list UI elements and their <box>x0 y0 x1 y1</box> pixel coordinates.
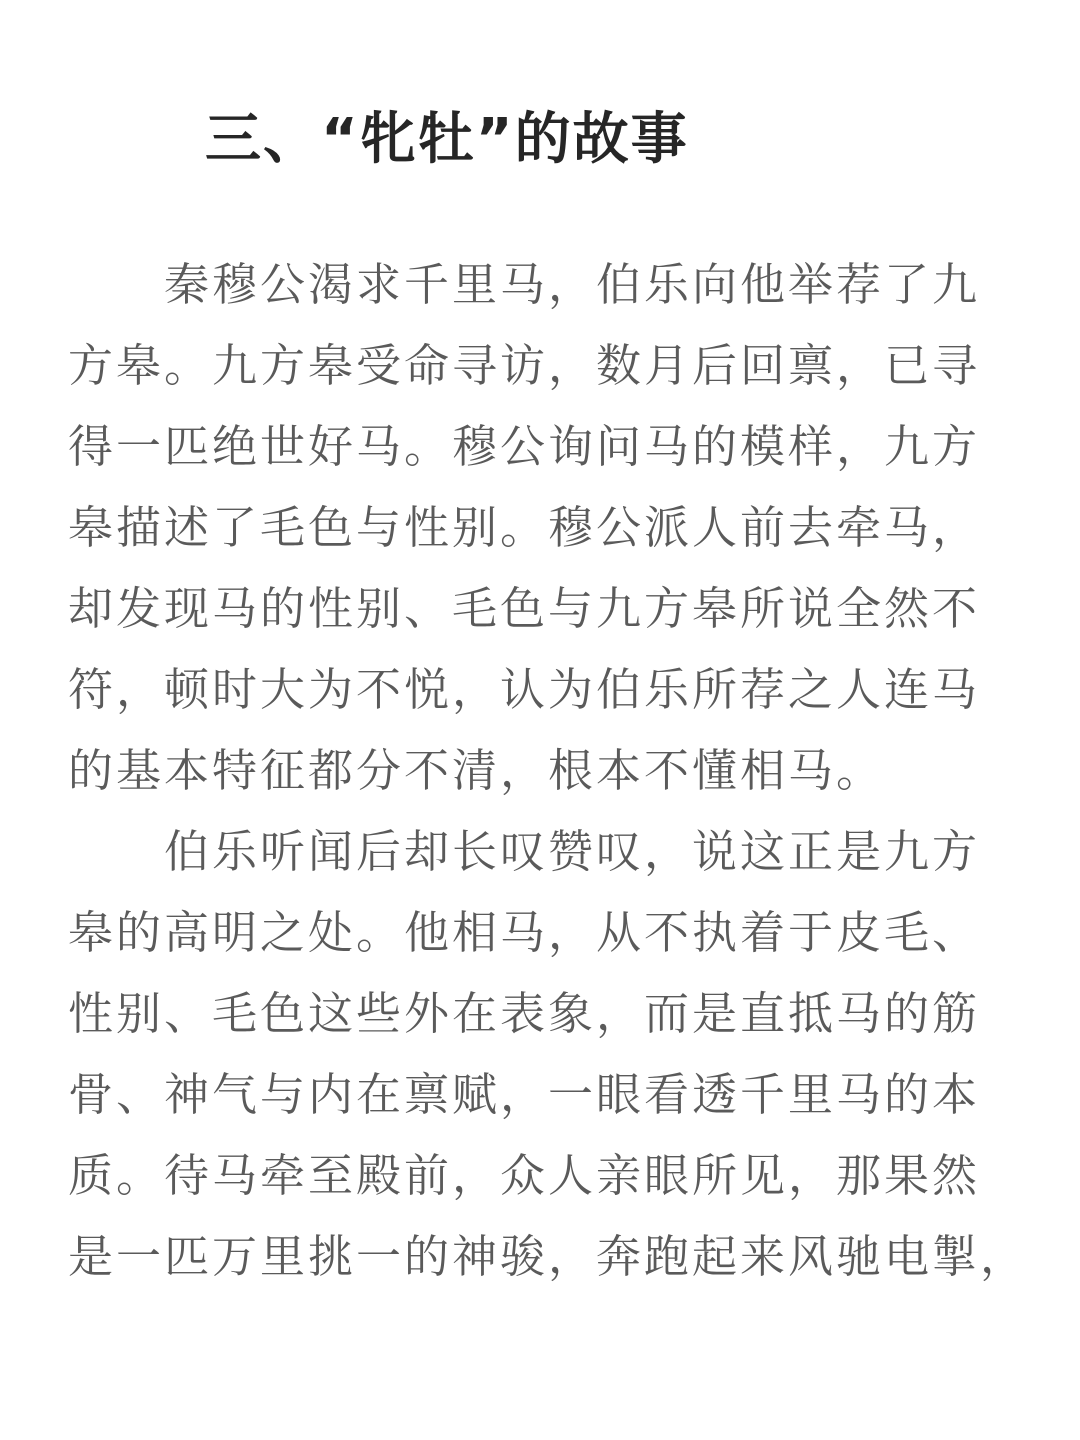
text-line: 皋的高明之处。他相马，从不执着于皮毛、 <box>68 906 981 959</box>
page-title: 三、“牝牡”的故事 <box>205 107 689 172</box>
text-line: 秦穆公渴求千里马，伯乐向他举荐了九 <box>164 258 981 311</box>
text-line: 方皋。九方皋受命寻访，数月后回禀，已寻 <box>68 339 981 392</box>
text-line: 骨、神气与内在禀赋，一眼看透千里马的本 <box>68 1068 981 1121</box>
article-body <box>68 244 1029 1297</box>
text-line: 是一匹万里挑一的神骏，奔跑起来风驰电掣， <box>68 1230 1029 1283</box>
text-line: 质。待马牵至殿前，众人亲眼所见，那果然 <box>68 1149 981 1202</box>
paragraph-1 <box>68 244 1008 811</box>
text-line: 得一匹绝世好马。穆公询问马的模样，九方 <box>68 420 981 473</box>
text-line: 伯乐听闻后却长叹赞叹，说这正是九方 <box>164 825 981 878</box>
text-line: 皋描述了毛色与性别。穆公派人前去牵马， <box>68 501 981 554</box>
text-line: 性别、毛色这些外在表象，而是直抵马的筋 <box>68 987 981 1040</box>
text-line: 的基本特征都分不清，根本不懂相马。 <box>68 744 885 797</box>
text-line: 却发现马的性别、毛色与九方皋所说全然不 <box>68 582 981 635</box>
text-line: 符，顿时大为不悦，认为伯乐所荐之人连马 <box>68 663 981 716</box>
paragraph-2 <box>68 811 1029 1297</box>
